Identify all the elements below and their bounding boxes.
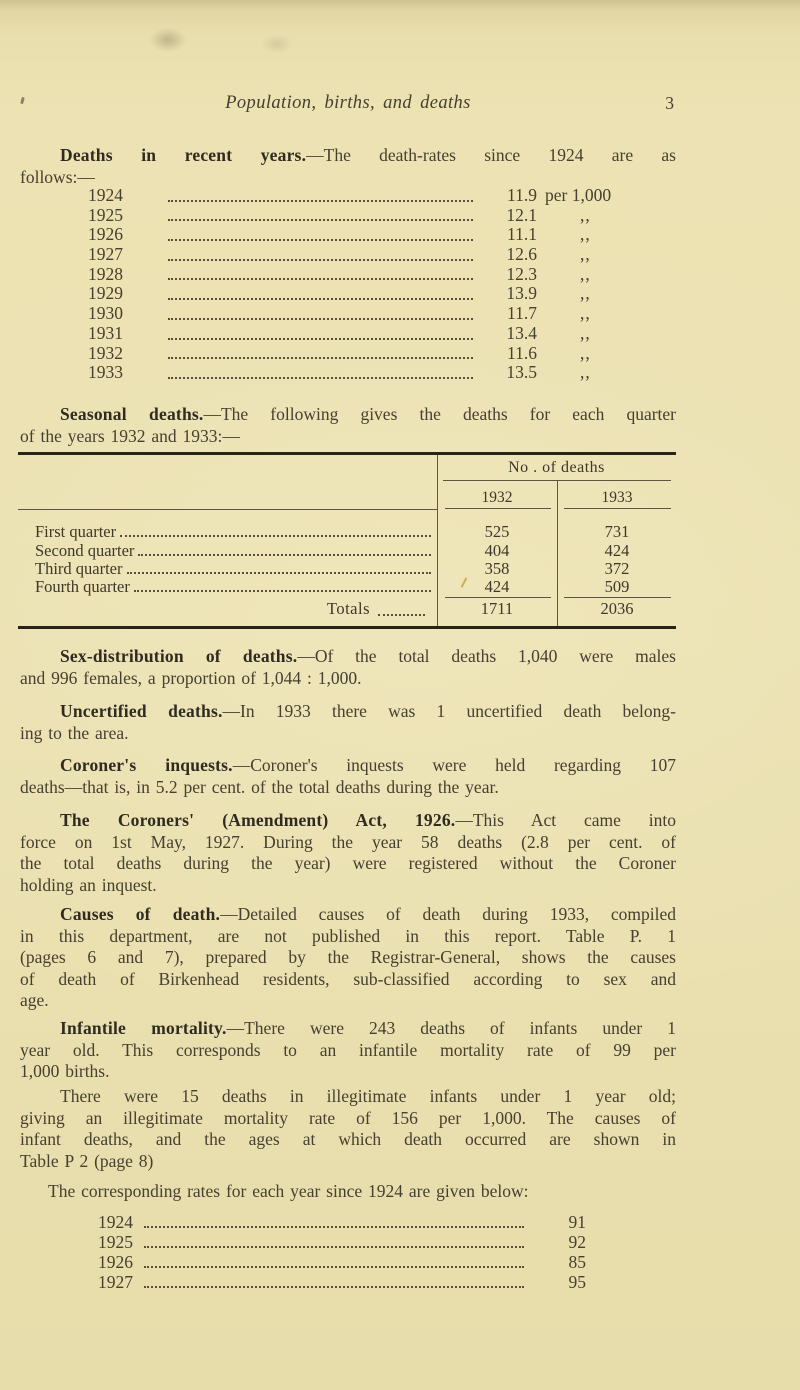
cell-1933: 424 (604, 541, 630, 560)
rate-value: 11.1 (507, 224, 537, 245)
table-row (18, 559, 676, 578)
dotted-leader (120, 535, 431, 537)
rate-row (20, 186, 676, 206)
para-text: —There were 243 deaths of infants under 1 (226, 1018, 676, 1038)
dotted-leader (144, 1246, 524, 1248)
table-rule (564, 597, 671, 598)
para-line (20, 701, 676, 723)
para-infantile-mortality (20, 1018, 676, 1083)
dotted-leader (168, 357, 473, 359)
para-coroners-act (20, 810, 676, 896)
para-line: The corresponding rates for each year since 1924 are given below: (48, 1181, 529, 1201)
para-text: —This Act came into (455, 810, 676, 830)
dotted-leader (168, 239, 473, 241)
rate-row (20, 245, 676, 265)
rate-unit: per 1,000 (545, 185, 612, 205)
dotted-leader (127, 572, 431, 574)
para-line: in this department, are not published in this report. Table P. 1 (20, 925, 676, 946)
para-illegitimate-mortality (20, 1086, 676, 1172)
para-line: year old. This corresponds to an infantile mortality rate of 99 per (20, 1039, 676, 1060)
rate-row (20, 363, 676, 383)
rate-value: 13.5 (506, 362, 537, 383)
cell-1933: 372 (604, 559, 630, 578)
para-deaths-recent-years (20, 145, 676, 188)
rate-year: 1931 (88, 322, 123, 343)
rate-year: 1929 (88, 283, 123, 304)
para-line: of death of Birkenhead residents, sub-classified according to sex and (20, 968, 676, 989)
ditto-mark: ,, (580, 283, 591, 304)
ditto-mark: ,, (580, 362, 591, 383)
rate-year: 1930 (88, 303, 123, 324)
total-1933: 2036 (600, 599, 634, 618)
para-line: giving an illegitimate mortality rate of 156 per 1,000. The causes of (20, 1107, 676, 1128)
rate-value: 11.6 (507, 342, 537, 363)
infant-rate-list (20, 1212, 676, 1292)
rate-value: 13.4 (506, 322, 537, 343)
rate-value: 12.3 (506, 263, 537, 284)
rate-year: 1928 (88, 263, 123, 284)
section-heading: Infantile mortality. (60, 1018, 227, 1038)
para-line: ing to the area. (20, 722, 129, 743)
rate-value: 12.1 (506, 204, 537, 225)
rate-value: 91 (568, 1212, 586, 1232)
rate-year: 1924 (88, 185, 123, 205)
table-rule (443, 480, 671, 481)
rate-year: 1924 (98, 1212, 133, 1232)
dotted-leader (144, 1266, 524, 1268)
section-heading: Deaths in recent years. (60, 145, 307, 165)
rate-value: 95 (568, 1272, 586, 1292)
row-label: Second quarter (35, 541, 135, 560)
table-rule-top (18, 452, 676, 455)
row-label: Third quarter (35, 559, 123, 578)
para-line: the total deaths during the year) were registered without the Coroner (20, 853, 676, 873)
rate-row (20, 1212, 676, 1232)
rate-value: 85 (568, 1252, 586, 1272)
para-coroners-inquests (20, 755, 676, 798)
dotted-leader (168, 200, 473, 202)
rate-year: 1926 (98, 1252, 133, 1272)
para-line: 1,000 births. (20, 1061, 110, 1081)
dotted-leader (168, 259, 473, 261)
table-rule (445, 597, 551, 598)
para-line: There were 15 deaths in illegitimate infants under 1 year old; (60, 1086, 676, 1106)
totals-label: Totals (326, 599, 370, 618)
para-line: force on 1st May, 1927. During the year 58 deaths (2.8 per cent. of (20, 831, 676, 852)
section-heading: Uncertified deaths. (60, 701, 223, 721)
rate-row (20, 304, 676, 324)
rate-row (20, 1232, 676, 1252)
ditto-mark: ,, (580, 263, 591, 284)
cell-1933: 731 (604, 522, 630, 541)
para-text: —Coroner's inquests were held regarding 107 (232, 755, 676, 775)
rate-row (20, 1272, 676, 1292)
table-row (18, 522, 676, 541)
para-sex-distribution (20, 646, 676, 689)
cell-1932: 404 (484, 541, 510, 560)
para-text: —The following gives the deaths for each quarter (203, 404, 677, 424)
rate-year: 1926 (88, 224, 123, 245)
rate-year: 1933 (88, 362, 123, 383)
para-text: —Of the total deaths 1,040 were males (297, 646, 676, 666)
para-causes-of-death (20, 904, 676, 1012)
ditto-mark: ,, (580, 322, 591, 343)
para-line: and 996 females, a proportion of 1,044 : 1,000. (20, 667, 362, 688)
dotted-leader (144, 1286, 524, 1288)
dotted-leader (168, 377, 473, 379)
rate-value: 12.6 (506, 244, 537, 265)
ditto-mark: ,, (580, 204, 591, 225)
section-heading: Seasonal deaths. (60, 404, 204, 424)
para-line (20, 904, 676, 926)
dotted-leader (168, 278, 473, 280)
para-text: —Detailed causes of death during 1933, compiled (220, 904, 676, 924)
ditto-mark: ,, (580, 244, 591, 265)
rate-year: 1925 (98, 1232, 133, 1252)
death-rate-list (20, 186, 676, 383)
dotted-leader (144, 1226, 524, 1228)
row-label: First quarter (35, 522, 117, 541)
para-line: follows:— (20, 166, 95, 187)
cell-1933: 509 (604, 577, 630, 596)
para-line: (pages 6 and 7), prepared by the Registrar-General, shows the causes (20, 947, 676, 967)
table-totals-row (18, 599, 676, 618)
section-heading: The Coroners' (Amendment) Act, 1926. (60, 810, 456, 830)
dotted-leader (168, 219, 473, 221)
column-header-1932: 1932 (481, 489, 513, 506)
rate-year: 1925 (88, 204, 123, 225)
para-line: of the years 1932 and 1933:— (20, 425, 240, 446)
section-heading: Causes of death. (60, 904, 221, 924)
rate-row (20, 265, 676, 285)
para-text: —In 1933 there was 1 uncertified death belong- (222, 701, 676, 721)
cell-1932: 358 (484, 559, 510, 578)
table-rule (18, 509, 437, 510)
seasonal-deaths-table (18, 452, 676, 629)
section-heading: Coroner's inquests. (60, 755, 233, 775)
page-title: Population, births, and deaths (225, 93, 471, 113)
rate-row (20, 284, 676, 304)
dotted-leader (168, 318, 473, 320)
cell-1932: 424 (484, 577, 510, 596)
para-line (20, 1018, 676, 1040)
rate-year: 1927 (98, 1272, 133, 1292)
table-rule (564, 508, 671, 509)
para-line (20, 646, 676, 668)
para-line (20, 755, 676, 777)
rate-row (20, 344, 676, 364)
column-group-header: No . of deaths (508, 459, 605, 476)
rate-value: 11.7 (507, 303, 537, 324)
dotted-leader (134, 590, 431, 592)
rate-row (20, 1252, 676, 1272)
para-line: Table P 2 (page 8) (20, 1150, 154, 1171)
para-line: holding an inquest. (20, 874, 157, 895)
rate-row (20, 225, 676, 245)
para-line (20, 810, 676, 832)
dotted-leader (138, 554, 431, 556)
rate-year: 1932 (88, 342, 123, 363)
rate-value: 11.9 (507, 185, 537, 205)
total-1932: 1711 (480, 599, 514, 618)
running-head (20, 93, 676, 114)
dotted-leader (168, 338, 473, 340)
ditto-mark: ,, (580, 342, 591, 363)
ditto-mark: ,, (580, 224, 591, 245)
row-label: Fourth quarter (35, 577, 130, 596)
rate-row (20, 324, 676, 344)
rate-value: 13.9 (506, 283, 537, 304)
para-line (20, 404, 676, 426)
ditto-mark: ,, (580, 303, 591, 324)
cell-1932: 525 (484, 522, 510, 541)
para-line: age. (20, 990, 49, 1010)
table-rule (445, 508, 551, 509)
section-heading: Sex-distribution of deaths. (60, 646, 298, 666)
rate-row (20, 206, 676, 226)
para-line: deaths—that is, in 5.2 per cent. of the total deaths during the year. (20, 776, 499, 797)
table-row (18, 577, 676, 596)
para-corresponding-rates (20, 1181, 676, 1203)
para-text: —The death-rates since 1924 are as (306, 145, 676, 165)
rate-year: 1927 (88, 244, 123, 265)
para-line (20, 145, 676, 167)
column-header-1933: 1933 (601, 489, 633, 506)
para-seasonal-deaths (20, 404, 676, 447)
rate-value: 92 (568, 1232, 586, 1252)
dotted-leader (378, 612, 425, 616)
para-uncertified-deaths (20, 701, 676, 744)
page-number: 3 (665, 93, 674, 113)
para-line: infant deaths, and the ages at which death occurred are shown in (20, 1129, 676, 1149)
dotted-leader (168, 298, 473, 300)
table-rule-bottom (18, 626, 676, 629)
table-row (18, 541, 676, 560)
